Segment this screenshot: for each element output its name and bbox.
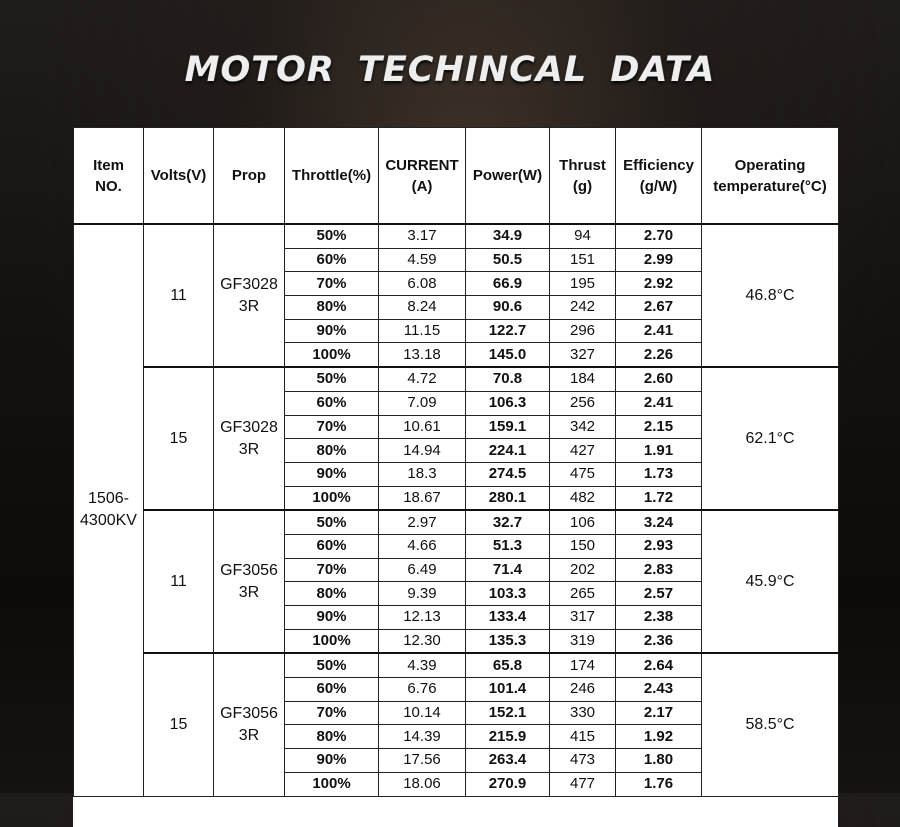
current-cell: 18.06 xyxy=(379,772,466,796)
prop-line1: GF3028 xyxy=(220,275,278,293)
efficiency-cell: 1.73 xyxy=(616,462,702,486)
throttle-cell: 90% xyxy=(285,749,379,773)
power-cell: 66.9 xyxy=(466,272,550,296)
throttle-cell: 50% xyxy=(285,224,379,248)
efficiency-cell: 2.83 xyxy=(616,558,702,582)
throttle-cell: 80% xyxy=(285,725,379,749)
thrust-cell: 327 xyxy=(550,343,616,367)
table-row xyxy=(74,510,839,534)
power-cell: 65.8 xyxy=(466,653,550,677)
throttle-cell: 100% xyxy=(285,486,379,510)
efficiency-cell: 2.92 xyxy=(616,272,702,296)
current-cell: 9.39 xyxy=(379,582,466,606)
power-cell: 215.9 xyxy=(466,725,550,749)
temperature-cell: 45.9°C xyxy=(702,510,839,653)
thrust-cell: 330 xyxy=(550,701,616,725)
power-cell: 122.7 xyxy=(466,319,550,343)
prop-cell xyxy=(214,367,285,510)
throttle-cell: 80% xyxy=(285,296,379,320)
power-cell: 135.3 xyxy=(466,629,550,653)
thrust-cell: 482 xyxy=(550,486,616,510)
thrust-cell: 427 xyxy=(550,439,616,463)
power-cell: 152.1 xyxy=(466,701,550,725)
throttle-cell: 90% xyxy=(285,606,379,630)
table-row xyxy=(74,224,839,248)
current-cell: 2.97 xyxy=(379,510,466,534)
header-item-line1: Item xyxy=(93,156,124,174)
prop-line2: 3R xyxy=(238,583,260,601)
thrust-cell: 342 xyxy=(550,415,616,439)
throttle-cell: 60% xyxy=(285,391,379,415)
current-cell: 17.56 xyxy=(379,749,466,773)
efficiency-cell: 2.43 xyxy=(616,678,702,702)
efficiency-cell: 1.92 xyxy=(616,725,702,749)
thrust-cell: 195 xyxy=(550,272,616,296)
header-current-line1: CURRENT xyxy=(385,156,459,174)
header-thrust-line2: (g) xyxy=(572,177,593,195)
efficiency-cell: 1.72 xyxy=(616,486,702,510)
thrust-cell: 477 xyxy=(550,772,616,796)
thrust-cell: 415 xyxy=(550,725,616,749)
volts-cell: 11 xyxy=(144,510,214,653)
thrust-cell: 174 xyxy=(550,653,616,677)
header-efficiency-line2: (g/W) xyxy=(639,177,678,195)
current-cell: 12.13 xyxy=(379,606,466,630)
header-efficiency-line1: Efficiency xyxy=(623,156,694,174)
thrust-cell: 317 xyxy=(550,606,616,630)
thrust-cell: 106 xyxy=(550,510,616,534)
power-cell: 263.4 xyxy=(466,749,550,773)
throttle-cell: 70% xyxy=(285,558,379,582)
current-cell: 10.14 xyxy=(379,701,466,725)
header-item-line2: NO. xyxy=(95,177,122,195)
power-cell: 145.0 xyxy=(466,343,550,367)
header-thrust xyxy=(550,128,616,225)
efficiency-cell: 3.24 xyxy=(616,510,702,534)
thrust-cell: 150 xyxy=(550,534,616,558)
current-cell: 7.09 xyxy=(379,391,466,415)
throttle-cell: 100% xyxy=(285,629,379,653)
power-cell: 101.4 xyxy=(466,678,550,702)
prop-line2: 3R xyxy=(238,726,260,744)
header-prop: Prop xyxy=(214,128,285,225)
current-cell: 10.61 xyxy=(379,415,466,439)
efficiency-cell: 2.70 xyxy=(616,224,702,248)
efficiency-cell: 2.93 xyxy=(616,534,702,558)
current-cell: 6.08 xyxy=(379,272,466,296)
header-power: Power(W) xyxy=(466,128,550,225)
volts-cell: 15 xyxy=(144,367,214,510)
thrust-cell: 319 xyxy=(550,629,616,653)
efficiency-cell: 2.64 xyxy=(616,653,702,677)
current-cell: 18.3 xyxy=(379,462,466,486)
volts-cell: 15 xyxy=(144,653,214,796)
throttle-cell: 60% xyxy=(285,248,379,272)
item-number-cell xyxy=(74,224,144,796)
header-item xyxy=(74,128,144,225)
throttle-cell: 70% xyxy=(285,272,379,296)
power-cell: 224.1 xyxy=(466,439,550,463)
efficiency-cell: 1.76 xyxy=(616,772,702,796)
power-cell: 70.8 xyxy=(466,367,550,391)
temperature-cell: 46.8°C xyxy=(702,224,839,367)
power-cell: 34.9 xyxy=(466,224,550,248)
power-cell: 280.1 xyxy=(466,486,550,510)
throttle-cell: 80% xyxy=(285,439,379,463)
header-throttle: Throttle(%) xyxy=(285,128,379,225)
header-temperature-line2: temperature(°C) xyxy=(713,177,827,195)
table-row xyxy=(74,653,839,677)
prop-line1: GF3056 xyxy=(220,561,278,579)
thrust-cell: 94 xyxy=(550,224,616,248)
power-cell: 90.6 xyxy=(466,296,550,320)
thrust-cell: 242 xyxy=(550,296,616,320)
thrust-cell: 475 xyxy=(550,462,616,486)
current-cell: 11.15 xyxy=(379,319,466,343)
header-thrust-line1: Thrust xyxy=(559,156,606,174)
thrust-cell: 265 xyxy=(550,582,616,606)
power-cell: 32.7 xyxy=(466,510,550,534)
table-body xyxy=(74,224,839,796)
efficiency-cell: 2.99 xyxy=(616,248,702,272)
current-cell: 4.39 xyxy=(379,653,466,677)
header-current xyxy=(379,128,466,225)
throttle-cell: 50% xyxy=(285,367,379,391)
throttle-cell: 100% xyxy=(285,343,379,367)
current-cell: 6.76 xyxy=(379,678,466,702)
efficiency-cell: 2.15 xyxy=(616,415,702,439)
efficiency-cell: 1.80 xyxy=(616,749,702,773)
throttle-cell: 50% xyxy=(285,510,379,534)
thrust-cell: 473 xyxy=(550,749,616,773)
thrust-cell: 151 xyxy=(550,248,616,272)
volts-cell: 11 xyxy=(144,224,214,367)
current-cell: 4.59 xyxy=(379,248,466,272)
table-row xyxy=(74,367,839,391)
current-cell: 3.17 xyxy=(379,224,466,248)
efficiency-cell: 2.41 xyxy=(616,391,702,415)
throttle-cell: 70% xyxy=(285,415,379,439)
current-cell: 4.72 xyxy=(379,367,466,391)
throttle-cell: 70% xyxy=(285,701,379,725)
power-cell: 50.5 xyxy=(466,248,550,272)
temperature-cell: 58.5°C xyxy=(702,653,839,796)
efficiency-cell: 2.38 xyxy=(616,606,702,630)
current-cell: 4.66 xyxy=(379,534,466,558)
efficiency-cell: 2.67 xyxy=(616,296,702,320)
thrust-cell: 246 xyxy=(550,678,616,702)
efficiency-cell: 2.60 xyxy=(616,367,702,391)
thrust-cell: 202 xyxy=(550,558,616,582)
header-efficiency xyxy=(616,128,702,225)
header-current-line2: (A) xyxy=(411,177,433,195)
power-cell: 159.1 xyxy=(466,415,550,439)
prop-line1: GF3028 xyxy=(220,418,278,436)
power-cell: 133.4 xyxy=(466,606,550,630)
page-title: MOTOR TECHINCAL DATA xyxy=(184,50,716,90)
current-cell: 14.39 xyxy=(379,725,466,749)
current-cell: 14.94 xyxy=(379,439,466,463)
efficiency-cell: 2.26 xyxy=(616,343,702,367)
throttle-cell: 80% xyxy=(285,582,379,606)
throttle-cell: 100% xyxy=(285,772,379,796)
prop-line2: 3R xyxy=(238,440,260,458)
header-row xyxy=(74,128,839,225)
power-cell: 51.3 xyxy=(466,534,550,558)
throttle-cell: 50% xyxy=(285,653,379,677)
power-cell: 274.5 xyxy=(466,462,550,486)
current-cell: 18.67 xyxy=(379,486,466,510)
thrust-cell: 184 xyxy=(550,367,616,391)
power-cell: 71.4 xyxy=(466,558,550,582)
throttle-cell: 90% xyxy=(285,319,379,343)
power-cell: 270.9 xyxy=(466,772,550,796)
efficiency-cell: 2.17 xyxy=(616,701,702,725)
prop-line2: 3R xyxy=(238,297,260,315)
throttle-cell: 60% xyxy=(285,678,379,702)
thrust-cell: 256 xyxy=(550,391,616,415)
current-cell: 8.24 xyxy=(379,296,466,320)
temperature-cell: 62.1°C xyxy=(702,367,839,510)
item-number-line2: 4300KV xyxy=(80,512,137,530)
header-temperature xyxy=(702,128,839,225)
efficiency-cell: 2.41 xyxy=(616,319,702,343)
power-cell: 103.3 xyxy=(466,582,550,606)
prop-cell xyxy=(214,510,285,653)
current-cell: 12.30 xyxy=(379,629,466,653)
header-volts: Volts(V) xyxy=(144,128,214,225)
current-cell: 6.49 xyxy=(379,558,466,582)
current-cell: 13.18 xyxy=(379,343,466,367)
power-cell: 106.3 xyxy=(466,391,550,415)
item-number-line1: 1506- xyxy=(88,490,129,508)
throttle-cell: 60% xyxy=(285,534,379,558)
header-temperature-line1: Operating xyxy=(734,156,806,174)
prop-cell xyxy=(214,224,285,367)
prop-cell xyxy=(214,653,285,796)
efficiency-cell: 2.36 xyxy=(616,629,702,653)
throttle-cell: 90% xyxy=(285,462,379,486)
efficiency-cell: 1.91 xyxy=(616,439,702,463)
efficiency-cell: 2.57 xyxy=(616,582,702,606)
prop-line1: GF3056 xyxy=(220,704,278,722)
thrust-cell: 296 xyxy=(550,319,616,343)
motor-data-table xyxy=(73,127,839,797)
